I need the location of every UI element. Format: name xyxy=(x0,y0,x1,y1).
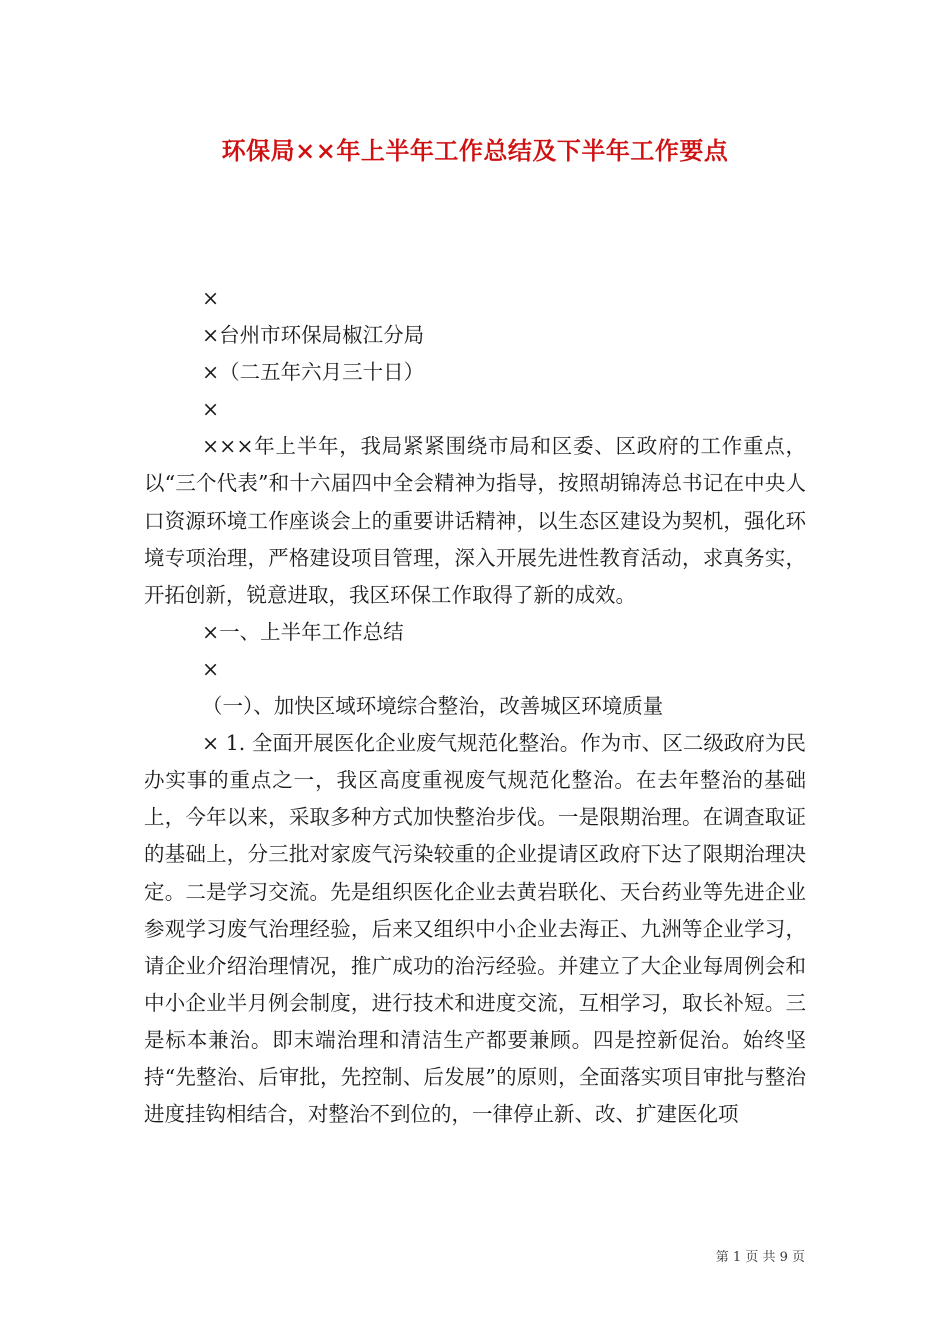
subsection-heading: （一）、加快区域环境综合整治，改善城区环境质量 xyxy=(202,694,664,719)
blank-mark-line: × xyxy=(202,656,220,681)
document-title: 环保局××年上半年工作总结及下半年工作要点 xyxy=(221,136,729,165)
item-paragraph: × 1. 全面开展医化企业废气规范化整治。作为市、区二级政府为民办实事的重点之一，我区高度重视废气规范化整治。在去年整治的基础上，今年以来，采取多种方式加快整治步伐。一是限期治理。在调查取证的基础上，分三批对家废气污染较重的企业提请区政府下达了限期治理决定。二是学习交流。先是组织医化企业去黄岩联化、天台药业等先进企业参观学习废气治理经验，后来又组织中小企业去海正、九洲等企业学习，请企业介绍治理情况，推广成功的治污经验。并建立了大企业每周例会和中小企业半月例会制度，进行技术和进度交流，互相学习，取长补短。三是标本兼治。即末端治理和清洁生产都要兼顾。四是控新促治。始终坚持“先整治、后审批，先控制、后发展”的原则，全面落实项目审批与整治进度挂钩相结合，对整治不到位的，一律停止新、改、扩建医化项 xyxy=(144,731,806,1127)
blank-mark-line: × xyxy=(202,397,220,422)
document-body xyxy=(144,280,806,1133)
intro-paragraph: ×××年上半年，我局紧紧围绕市局和区委、区政府的工作重点，以“三个代表”和十六届四中全会精神为指导，按照胡锦涛总书记在中央人口资源环境工作座谈会上的重要讲话精神，以生态区建设为契机，强化环境专项治理，严格建设项目管理，深入开展先进性教育活动，求真务实，开拓创新，锐意进取，我区环保工作取得了新的成效。 xyxy=(144,434,806,607)
date-line: ×（二五年六月三十日） xyxy=(202,360,425,385)
blank-mark-line: × xyxy=(202,286,220,310)
author-line: ×台州市环保局椒江分局 xyxy=(202,323,425,348)
page-number: 第 1 页 共 9 页 xyxy=(715,1250,805,1265)
section-heading: ×一、上半年工作总结 xyxy=(202,619,404,644)
